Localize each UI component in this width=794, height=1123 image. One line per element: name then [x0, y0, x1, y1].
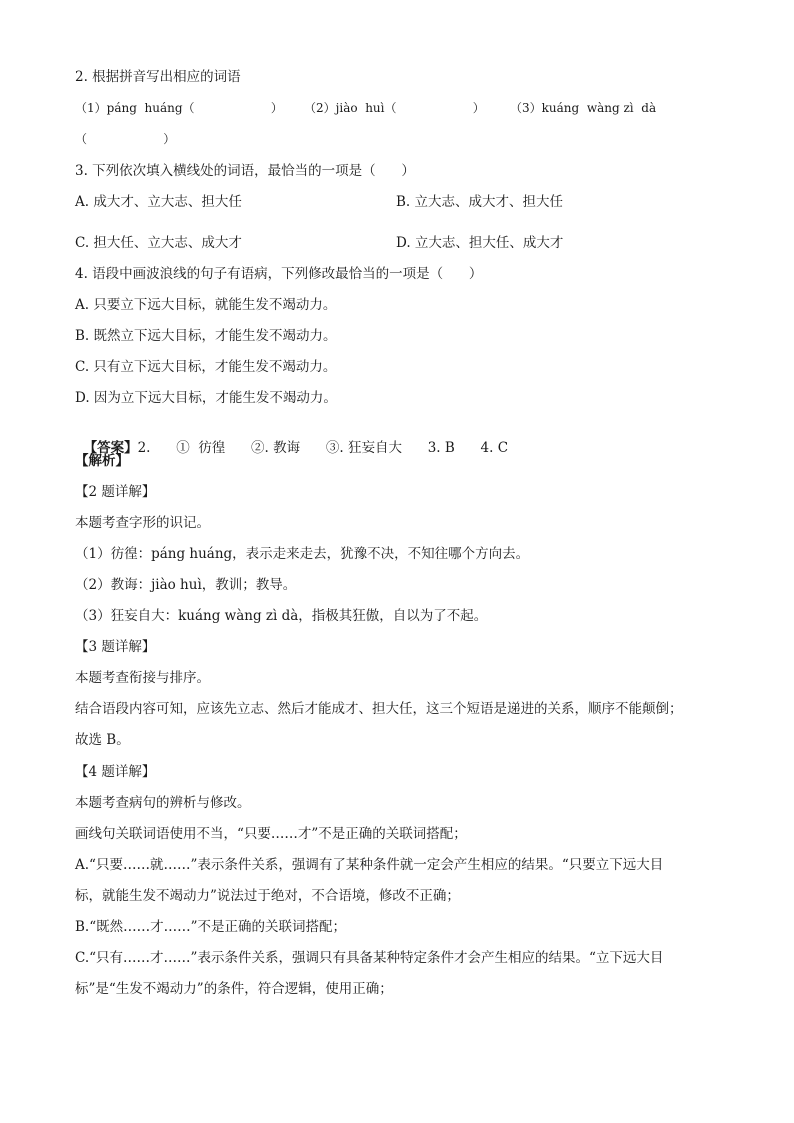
section-2-line-4: （3）狂妄自大：kuáng wàng zì dà，指极其狂傲，自以为了不起。: [75, 608, 488, 624]
section-3-line-1: 本题考查衔接与排序。: [75, 670, 210, 686]
section-3-line-3: 故选 B。: [75, 732, 130, 748]
q3-title: 3. 下列依次填入横线处的词语，最恰当的一项是（ ）: [75, 163, 415, 179]
section-2-heading: 【2 题详解】: [75, 484, 156, 500]
section-4-line-6: C.“只有……才……”表示条件关系，强调只有具备某种特定条件才会产生相应的结果。“立下远大目: [75, 950, 664, 966]
q4-option-d: D. 因为立下远大目标，才能生发不竭动力。: [75, 390, 337, 406]
section-3-line-2: 结合语段内容可知，应该先立志、然后才能成才、担大任，这三个短语是递进的关系，顺序不能颠倒；: [75, 701, 683, 717]
q2-title: 2. 根据拼音写出相应的词语: [75, 69, 241, 85]
section-4-line-7: 标”是“生发不竭动力”的条件，符合逻辑，使用正确；: [75, 981, 393, 997]
q4-option-b: B. 既然立下远大目标，才能生发不竭动力。: [75, 328, 337, 344]
q3-option-c: C. 担大任、立大志、成大才: [75, 235, 242, 251]
answer-row: [75, 421, 508, 457]
section-4-line-3: A.“只要……就……”表示条件关系，强调有了某种条件就一定会产生相应的结果。“只要立下远大目: [75, 857, 664, 873]
section-2-line-1: 本题考查字形的识记。: [75, 515, 210, 531]
section-4-line-2: 画线句关联词语使用不当，“只要……才”不是正确的关联词搭配；: [75, 826, 467, 842]
section-4-line-4: 标，就能生发不竭动力”说法过于绝对，不合语境，修改不正确；: [75, 888, 460, 904]
q4-option-a: A. 只要立下远大目标，就能生发不竭动力。: [75, 297, 337, 313]
answer-text: 2. ① 彷徨 ②. 教诲 ③. 狂妄自大 3. B 4. C: [137, 440, 509, 456]
q2-item-1: （1）páng huáng（ ）: [75, 101, 283, 115]
q2-item-3: （3）kuáng wàng zì dà: [510, 101, 657, 115]
q2-item-3-blank: （ ）: [75, 132, 176, 146]
q3-option-b: B. 立大志、成大才、担大任: [396, 194, 564, 210]
section-4-heading: 【4 题详解】: [75, 764, 156, 780]
q3-option-d: D. 立大志、担大任、成大才: [396, 235, 564, 251]
q3-option-a: A. 成大才、立大志、担大任: [75, 194, 242, 210]
section-2-line-3: （2）教诲：jiào huì，教训；教导。: [75, 577, 297, 593]
section-3-heading: 【3 题详解】: [75, 639, 156, 655]
section-4-line-1: 本题考查病句的辨析与修改。: [75, 795, 251, 811]
analysis-label: 【解析】: [75, 453, 129, 469]
section-4-line-5: B.“既然……才……”不是正确的关联词搭配；: [75, 919, 347, 935]
answer-label: 【答案】: [83, 440, 138, 456]
q4-option-c: C. 只有立下远大目标，才能生发不竭动力。: [75, 359, 337, 375]
q4-title: 4. 语段中画波浪线的句子有语病，下列修改最恰当的一项是（ ）: [75, 266, 483, 282]
section-2-line-2: （1）彷徨：páng huáng，表示走来走去，犹豫不决，不知往哪个方向去。: [75, 546, 530, 562]
q2-item-2: （2）jiào huì（ ）: [304, 101, 485, 115]
